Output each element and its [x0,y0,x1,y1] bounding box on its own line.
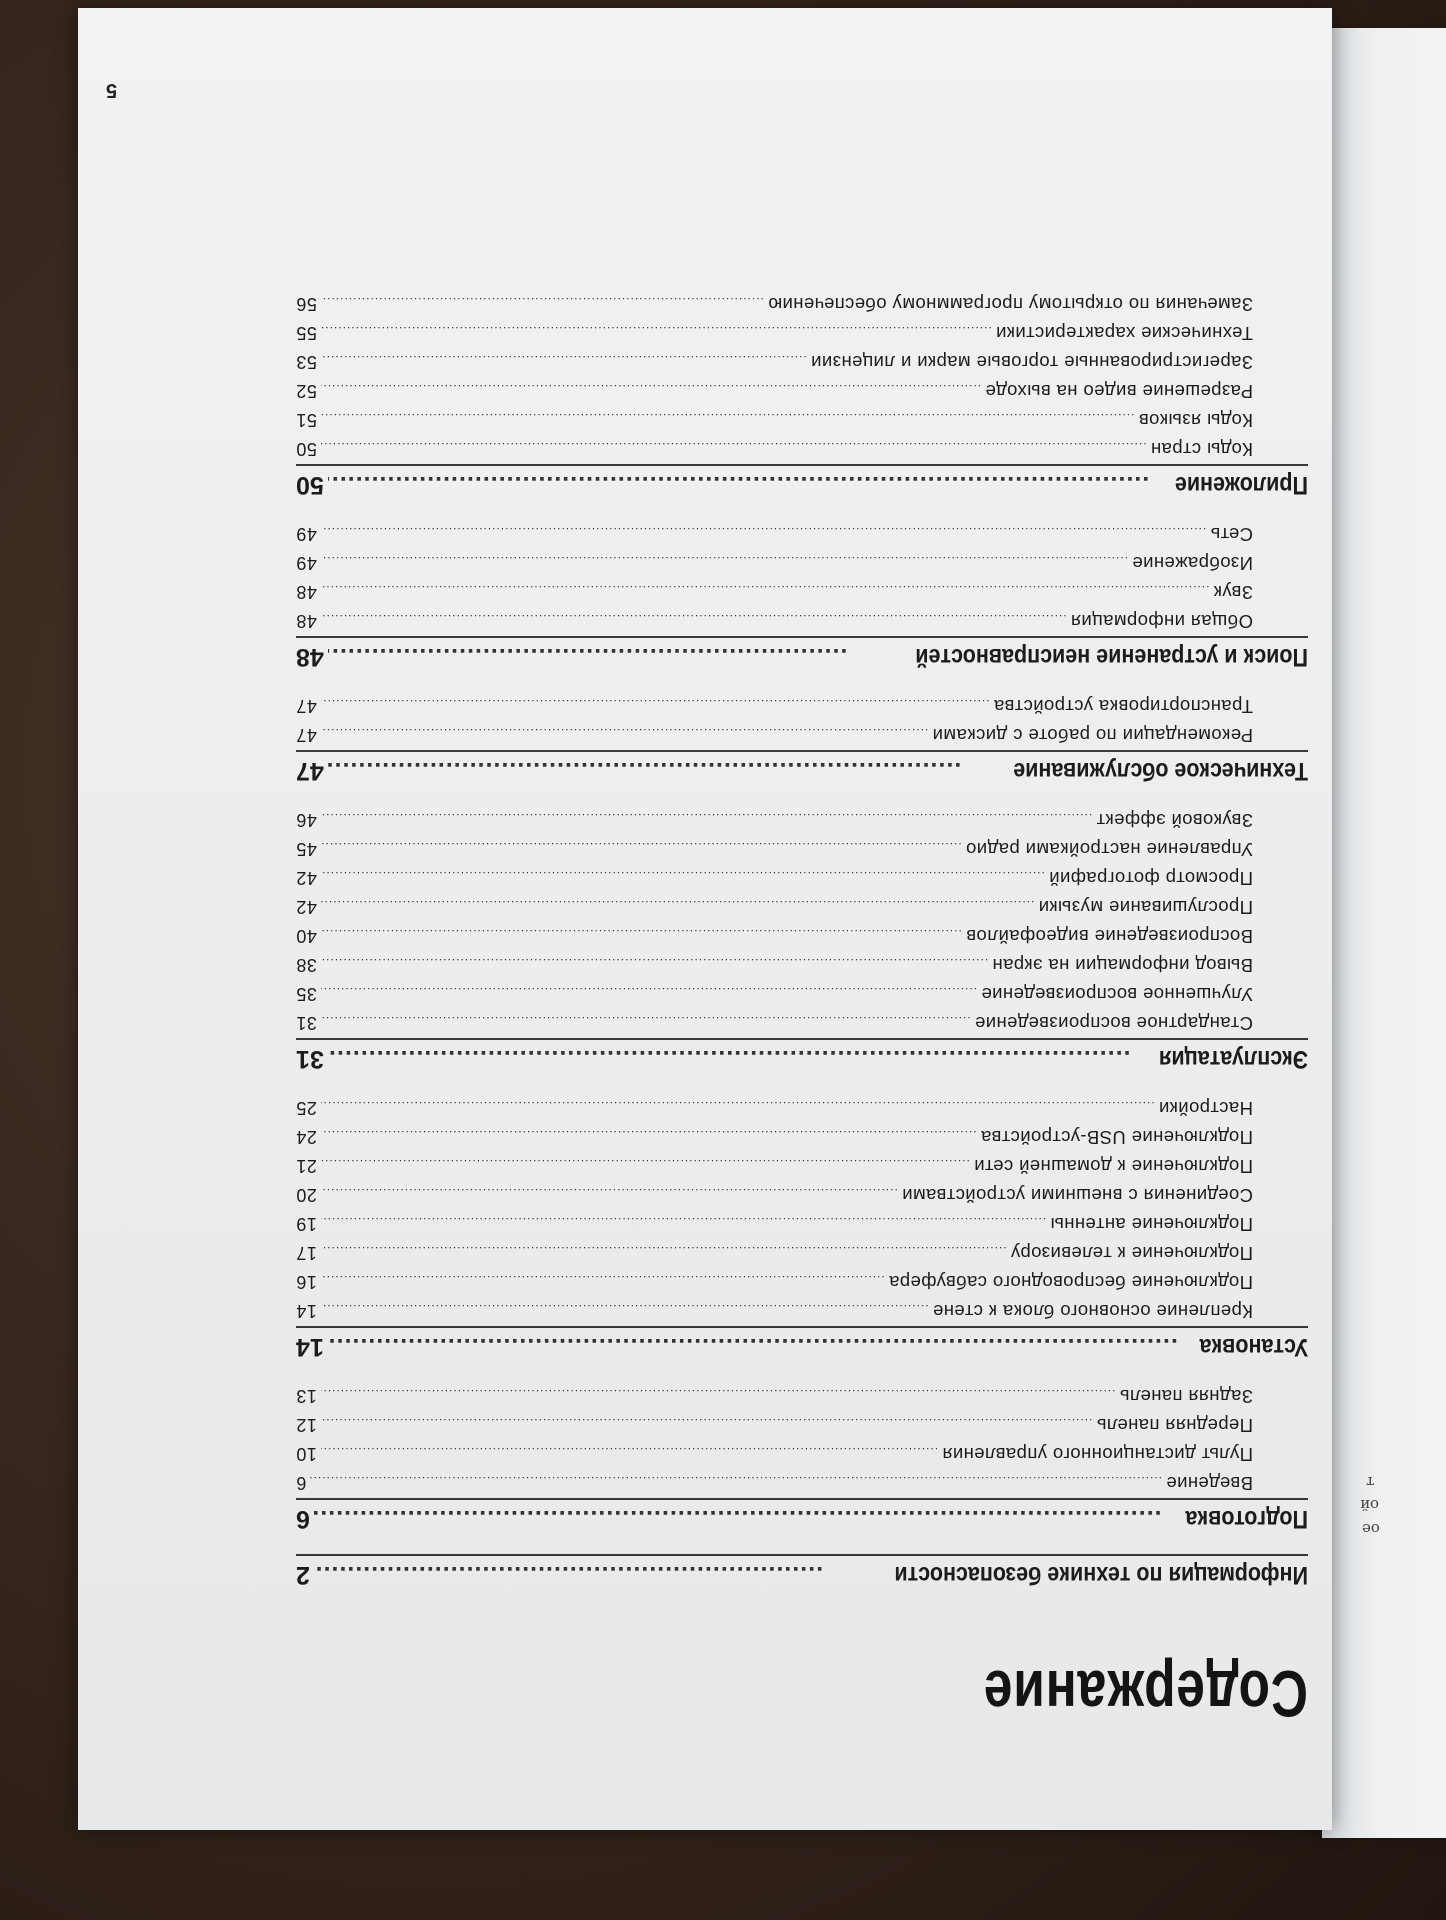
toc-entry [296,319,1308,348]
toc-entry [296,835,1308,864]
toc-section [296,1554,1308,1594]
dot-leader [328,638,848,676]
page-content-rotated [78,8,1332,1830]
dot-leader [321,374,981,403]
dot-leader [321,403,1135,432]
adjacent-page-fragment: ой [1360,1496,1380,1514]
toc-entry [296,348,1308,377]
toc-entry-title: Сеть [1210,524,1253,545]
toc-entry [296,692,1308,721]
toc-entry-page: 47 [296,696,317,716]
dot-leader [328,466,1149,504]
toc-entry [296,1181,1308,1210]
toc-entry-title: Настройки [1158,1098,1253,1119]
toc-section [296,636,1308,676]
dot-leader [321,517,1206,546]
toc-entry-page: 49 [296,553,317,573]
toc-entry-title: Подключение к домашней сети [973,1156,1253,1177]
toc-section-title: Поиск и устранение неисправностей [915,643,1308,671]
toc-entry-title: Крепление основного блока к стене [932,1301,1253,1322]
dot-leader [321,1207,1046,1236]
dot-leader [321,316,992,345]
booklet-page [78,8,1332,1830]
toc-entry-title: Подключение к телевизору [1010,1243,1253,1264]
toc-entry-page: 47 [296,725,317,745]
toc-entry [296,1382,1308,1411]
toc-entry-page: 6 [296,1473,307,1493]
toc-entry [296,1094,1308,1123]
dot-leader [321,948,988,977]
toc-entry-page: 48 [296,611,317,631]
toc-entry-page: 55 [296,323,317,343]
toc-entry-page: 56 [296,294,317,314]
dot-leader [321,803,1092,832]
toc-entry [296,1239,1308,1268]
dot-leader [321,1120,977,1149]
dot-leader [321,604,1067,633]
toc-section [296,1326,1308,1366]
dot-leader [321,861,1045,890]
toc-entry-page: 17 [296,1243,317,1263]
toc-section [296,1498,1308,1538]
toc-entry-title: Подключение антенны [1050,1214,1253,1235]
toc-entry-title: Пульт дистанционного управления [942,1444,1253,1465]
toc-entry-page: 13 [296,1386,317,1406]
toc-entry [296,406,1308,435]
toc-entry-title: Коды стран [1150,439,1253,460]
toc-entry-page: 12 [296,1415,317,1435]
toc-section-page: 47 [296,757,324,785]
toc-entry [296,1411,1308,1440]
toc-section-title: Информация по технике безопасности [894,1561,1308,1589]
dot-leader [321,1006,971,1035]
dot-leader [321,345,807,374]
dot-leader [321,832,962,861]
toc-section-title: Подготовка [1185,1505,1308,1533]
toc-entry-page: 25 [296,1098,317,1118]
dot-leader [321,1437,938,1466]
dot-leader [321,546,1128,575]
toc-entry-title: Замечания по открытому программному обеспечению [767,294,1253,315]
toc-section-title: Эксплуатация [1158,1045,1308,1073]
toc-entry-title: Подключение беспроводного сабвуфера [888,1272,1253,1293]
toc-entry-title: Улучшенное воспроизведение [981,984,1253,1005]
toc-entry [296,1297,1308,1326]
dot-leader [321,1149,970,1178]
toc-entry [296,520,1308,549]
toc-section-title: Техническое обслуживание [1013,757,1308,785]
page-title: Содержание [983,1657,1308,1731]
toc-section-page: 50 [296,471,324,499]
toc-entry [296,1009,1308,1038]
toc-entry-page: 10 [296,1444,317,1464]
toc-entry-page: 53 [296,352,317,372]
toc-entry-page: 52 [296,381,317,401]
dot-leader [321,575,1210,604]
table-of-contents [296,290,1308,1594]
toc-entry [296,864,1308,893]
toc-entry [296,1152,1308,1181]
dot-leader [328,1040,1131,1078]
toc-section-title: Установка [1199,1333,1308,1361]
toc-entry-page: 46 [296,810,317,830]
toc-section-page: 6 [296,1505,310,1533]
page-number: 5 [106,79,118,101]
toc-entry-title: Разрешение видео на выходе [985,381,1253,402]
toc-entry-title: Коды языков [1138,410,1253,431]
toc-entry-page: 42 [296,868,317,888]
toc-entry [296,1268,1308,1297]
dot-leader [321,1265,885,1294]
toc-entry-title: Транспортировка устройства [993,696,1253,717]
adjacent-page-fragment: т [1366,1473,1375,1491]
dot-leader [321,890,1035,919]
adjacent-page-fragment: ое [1362,1520,1380,1538]
toc-entry-title: Управление настройками радио [965,839,1253,860]
toc-entry-page: 50 [296,439,317,459]
toc-section-page: 14 [296,1333,324,1361]
toc-entry-page: 35 [296,984,317,1004]
dot-leader [321,977,977,1006]
dot-leader [321,718,928,747]
toc-entry [296,806,1308,835]
toc-entry-title: Изображение [1132,553,1253,574]
toc-section [296,1038,1308,1078]
toc-entry-page: 51 [296,410,317,430]
toc-entry-page: 21 [296,1156,317,1176]
toc-entry-title: Стандартное воспроизведение [974,1013,1253,1034]
toc-entry [296,549,1308,578]
toc-entry-title: Прослушивание музыки [1038,897,1253,918]
toc-entry-title: Введение [1166,1473,1253,1494]
toc-entry-title: Звук [1213,582,1253,603]
dot-leader [321,1379,1116,1408]
toc-entry [296,980,1308,1009]
toc-entry-title: Общая информация [1070,611,1253,632]
toc-entry [296,290,1308,319]
dot-leader [328,1328,1178,1366]
dot-leader [321,1408,1093,1437]
toc-entry-page: 24 [296,1127,317,1147]
toc-entry-page: 45 [296,839,317,859]
toc-entry-title: Соединения с внешними устройствами [901,1185,1253,1206]
dot-leader [321,1178,898,1207]
toc-section [296,464,1308,504]
toc-entry-page: 49 [296,524,317,544]
toc-section [296,750,1308,790]
toc-entry [296,893,1308,922]
toc-entry-page: 14 [296,1301,317,1321]
toc-entry [296,578,1308,607]
toc-entry-title: Воспроизведение видеофайлов [965,926,1253,947]
dot-leader [321,689,990,718]
toc-entry-page: 38 [296,955,317,975]
dot-leader [321,919,962,948]
dot-leader [328,752,961,790]
toc-entry-title: Технические характеристики [995,323,1253,344]
toc-entry [296,721,1308,750]
adjacent-page [1322,28,1446,1838]
toc-entry-title: Звуковой эффект [1096,810,1253,831]
dot-leader [321,287,764,316]
toc-entry-page: 48 [296,582,317,602]
toc-entry-title: Просмотр фотографий [1048,868,1253,889]
toc-entry-title: Подключение USB-устройства [980,1127,1253,1148]
toc-section-page: 48 [296,643,324,671]
toc-entry-page: 40 [296,926,317,946]
toc-entry [296,435,1308,464]
toc-entry-title: Передняя панель [1096,1415,1253,1436]
toc-entry-page: 19 [296,1214,317,1234]
dot-leader [314,1500,1162,1538]
dot-leader [310,1466,1162,1495]
toc-section-page: 2 [296,1561,310,1589]
toc-entry [296,377,1308,406]
toc-entry [296,951,1308,980]
toc-entry [296,607,1308,636]
toc-entry [296,922,1308,951]
toc-entry-title: Рекомендации по работе с дисками [932,725,1253,746]
dot-leader [321,1091,1155,1120]
toc-entry [296,1469,1308,1498]
toc-entry [296,1210,1308,1239]
dot-leader [321,1236,1007,1265]
dot-leader [321,432,1147,461]
toc-entry [296,1440,1308,1469]
toc-entry-title: Зарегистрированные торговые марки и лицензии [810,352,1253,373]
toc-entry-page: 16 [296,1272,317,1292]
dot-leader [314,1556,823,1594]
toc-entry-title: Задняя панель [1119,1386,1253,1407]
dot-leader [321,1294,929,1323]
toc-section-title: Приложение [1174,471,1308,499]
toc-entry-title: Вывод информации на экран [992,955,1253,976]
toc-entry [296,1123,1308,1152]
toc-entry-page: 42 [296,897,317,917]
toc-section-page: 31 [296,1045,324,1073]
toc-entry-page: 20 [296,1185,317,1205]
toc-entry-page: 31 [296,1013,317,1033]
